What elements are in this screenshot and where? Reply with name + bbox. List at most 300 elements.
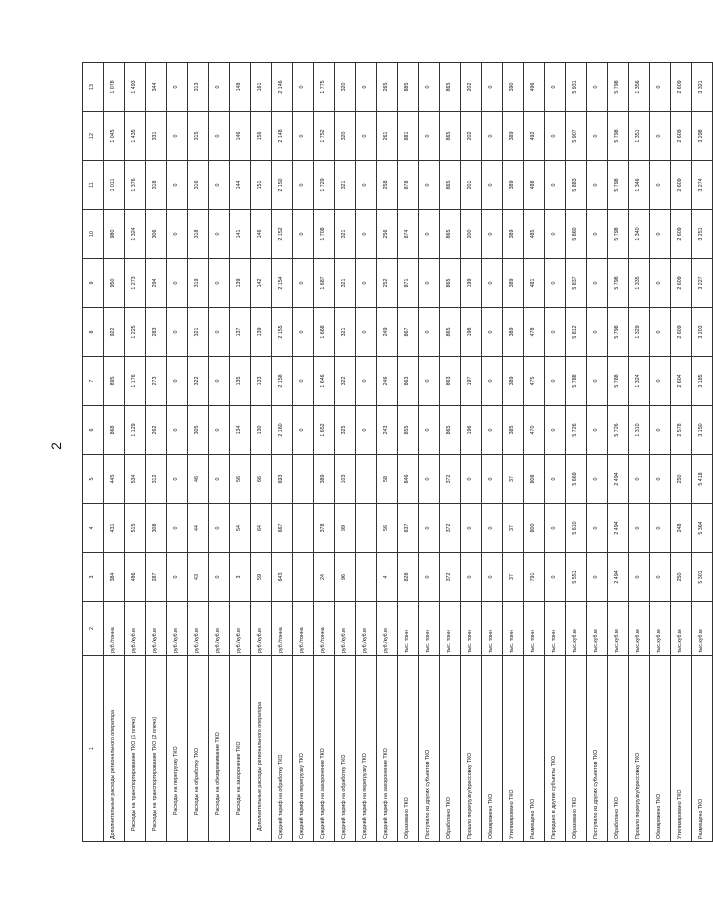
value-cell: 249 xyxy=(377,308,398,357)
value-cell: 0 xyxy=(167,259,188,308)
value-cell: 2 609 xyxy=(671,259,692,308)
value-cell: 320 xyxy=(335,63,356,112)
value-cell: 321 xyxy=(335,210,356,259)
value-cell: 2 152 xyxy=(272,210,293,259)
value-cell: 2 609 xyxy=(671,308,692,357)
value-cell: 243 xyxy=(377,406,398,455)
row-unit: руб./куб.м xyxy=(230,602,251,656)
value-cell: 1 129 xyxy=(125,406,146,455)
row-unit: тыс.куб.м xyxy=(692,602,713,656)
value-cell: 316 xyxy=(188,161,209,210)
header-cell: 9 xyxy=(83,259,104,308)
value-cell: 139 xyxy=(251,308,272,357)
row-unit: тыс. тонн xyxy=(461,602,482,656)
value-cell: 378 xyxy=(314,504,335,553)
value-cell: 3 xyxy=(230,553,251,602)
value-cell: 863 xyxy=(440,357,461,406)
value-cell: 0 xyxy=(209,161,230,210)
value-cell: 246 xyxy=(377,357,398,406)
value-cell: 287 xyxy=(146,553,167,602)
value-cell: 54 xyxy=(230,504,251,553)
value-cell: 0 xyxy=(167,504,188,553)
table-row xyxy=(293,63,314,842)
value-cell: 1 752 xyxy=(314,112,335,161)
value-cell: 44 xyxy=(188,504,209,553)
value-cell: 0 xyxy=(356,112,377,161)
value-cell: 0 xyxy=(419,455,440,504)
value-cell: 2 494 xyxy=(608,553,629,602)
value-cell: 0 xyxy=(461,553,482,602)
header-cell: 13 xyxy=(83,63,104,112)
value-cell: 1 376 xyxy=(125,161,146,210)
row-unit: руб./куб.м xyxy=(335,602,356,656)
value-cell: 0 xyxy=(482,455,503,504)
value-cell: 2 609 xyxy=(671,210,692,259)
value-cell: 895 xyxy=(104,357,125,406)
value-cell: 5 860 xyxy=(566,210,587,259)
row-unit: тыс. тонн xyxy=(482,602,503,656)
value-cell: 0 xyxy=(419,112,440,161)
value-cell: 0 xyxy=(482,63,503,112)
value-cell: 0 xyxy=(167,112,188,161)
value-cell: 5 907 xyxy=(566,112,587,161)
value-cell: 0 xyxy=(419,308,440,357)
row-label: Средний тариф на обработку ТКО xyxy=(272,656,293,842)
value-cell: 0 xyxy=(482,504,503,553)
row-label: Прошло перегрузку/прессовку ТКО xyxy=(461,656,482,842)
value-cell: 0 xyxy=(356,406,377,455)
value-cell: 1 340 xyxy=(629,210,650,259)
value-cell: 488 xyxy=(524,161,545,210)
value-cell: 321 xyxy=(335,308,356,357)
value-cell: 0 xyxy=(587,553,608,602)
value-cell: 0 xyxy=(167,455,188,504)
value-cell: 2 155 xyxy=(272,308,293,357)
value-cell: 791 xyxy=(524,553,545,602)
value-cell: 1 356 xyxy=(629,63,650,112)
row-unit: тыс. тонн xyxy=(524,602,545,656)
value-cell: 0 xyxy=(293,259,314,308)
value-cell: 5 798 xyxy=(608,112,629,161)
value-cell: 1 493 xyxy=(125,63,146,112)
value-cell: 141 xyxy=(230,210,251,259)
value-cell: 0 xyxy=(545,63,566,112)
value-cell: 390 xyxy=(503,63,524,112)
value-cell: 2 494 xyxy=(608,504,629,553)
value-cell: 0 xyxy=(545,455,566,504)
value-cell: 37 xyxy=(503,504,524,553)
value-cell: 0 xyxy=(545,112,566,161)
value-cell: 137 xyxy=(230,308,251,357)
value-cell: 384 xyxy=(104,553,125,602)
table-row xyxy=(272,63,293,842)
value-cell: 878 xyxy=(398,161,419,210)
value-cell: 156 xyxy=(251,112,272,161)
value-cell: 0 xyxy=(293,210,314,259)
value-cell xyxy=(293,455,314,504)
value-cell: 261 xyxy=(377,112,398,161)
value-cell: 130 xyxy=(251,406,272,455)
value-cell: 1 176 xyxy=(125,357,146,406)
row-unit: тыс.куб.м xyxy=(650,602,671,656)
row-unit: руб./куб.м xyxy=(251,602,272,656)
table-row xyxy=(587,63,608,842)
value-cell: 0 xyxy=(587,406,608,455)
value-cell: 3 274 xyxy=(692,161,713,210)
value-cell: 265 xyxy=(377,63,398,112)
value-cell: 470 xyxy=(524,406,545,455)
value-cell: 0 xyxy=(167,210,188,259)
value-cell: 2 150 xyxy=(272,161,293,210)
value-cell: 5 798 xyxy=(608,63,629,112)
value-cell: 486 xyxy=(125,553,146,602)
value-cell: 0 xyxy=(587,504,608,553)
rotated-table-container xyxy=(82,62,705,842)
table-row xyxy=(188,63,209,842)
value-cell: 1 652 xyxy=(314,406,335,455)
row-label: Средний тариф на перегрузку ТКО xyxy=(356,656,377,842)
value-cell: 0 xyxy=(356,357,377,406)
value-cell: 5 798 xyxy=(608,259,629,308)
value-cell: 0 xyxy=(419,161,440,210)
value-cell: 1 708 xyxy=(314,210,335,259)
value-cell: 2 154 xyxy=(272,259,293,308)
value-cell: 319 xyxy=(188,259,209,308)
value-cell: 0 xyxy=(545,161,566,210)
value-cell: 2 494 xyxy=(608,455,629,504)
value-cell: 808 xyxy=(524,455,545,504)
header-cell: 4 xyxy=(83,504,104,553)
value-cell: 871 xyxy=(398,259,419,308)
table-row xyxy=(377,63,398,842)
value-cell: 5 798 xyxy=(608,210,629,259)
value-cell: 3 227 xyxy=(692,259,713,308)
table-row xyxy=(356,63,377,842)
value-cell: 1 324 xyxy=(629,357,650,406)
value-cell: 0 xyxy=(482,308,503,357)
value-cell: 56 xyxy=(230,455,251,504)
value-cell: 0 xyxy=(167,161,188,210)
value-cell: 0 xyxy=(209,112,230,161)
value-cell: 0 xyxy=(293,357,314,406)
value-cell: 5 788 xyxy=(608,357,629,406)
row-label: Средний тариф на перегрузку ТКО xyxy=(293,656,314,842)
value-cell: 0 xyxy=(482,259,503,308)
row-label: Обезврежено ТКО xyxy=(650,656,671,842)
value-cell: 3 185 xyxy=(692,357,713,406)
row-label: Расходы на транспортирование ТКО (2 плечо) xyxy=(146,656,167,842)
value-cell: 865 xyxy=(440,259,461,308)
value-cell: 0 xyxy=(629,504,650,553)
value-cell: 5 883 xyxy=(566,161,587,210)
row-label: Расходы на обработку ТКО xyxy=(188,656,209,842)
value-cell: 2 609 xyxy=(671,112,692,161)
value-cell: 865 xyxy=(440,406,461,455)
row-label: Передано в другие субъекты ТКО xyxy=(545,656,566,842)
row-unit: руб./тонна xyxy=(293,602,314,656)
row-label: Расходы на захоронение ТКО xyxy=(230,656,251,842)
value-cell: 0 xyxy=(587,357,608,406)
row-unit: тыс. тонн xyxy=(545,602,566,656)
value-cell: 3 251 xyxy=(692,210,713,259)
value-cell: 0 xyxy=(356,161,377,210)
row-unit: руб./тонна xyxy=(314,602,335,656)
value-cell: 0 xyxy=(419,406,440,455)
value-cell: 5 798 xyxy=(608,161,629,210)
table-row xyxy=(503,63,524,842)
value-cell: 0 xyxy=(545,406,566,455)
table-row xyxy=(209,63,230,842)
row-label: Утилизировано ТКО xyxy=(671,656,692,842)
value-cell: 885 xyxy=(398,63,419,112)
value-cell: 389 xyxy=(503,161,524,210)
value-cell: 202 xyxy=(461,112,482,161)
value-cell: 0 xyxy=(419,504,440,553)
value-cell: 0 xyxy=(209,406,230,455)
header-cell: 8 xyxy=(83,308,104,357)
header-cell: 5 xyxy=(83,455,104,504)
value-cell: 133 xyxy=(251,357,272,406)
value-cell: 321 xyxy=(335,161,356,210)
row-unit: тыс. тонн xyxy=(503,602,524,656)
row-label: Обработано ТКО xyxy=(608,656,629,842)
value-cell: 950 xyxy=(104,259,125,308)
value-cell: 252 xyxy=(377,259,398,308)
value-cell: 0 xyxy=(650,406,671,455)
value-cell: 0 xyxy=(650,308,671,357)
value-cell: 313 xyxy=(188,63,209,112)
value-cell: 0 xyxy=(587,210,608,259)
row-unit: руб./куб.м xyxy=(146,602,167,656)
header-cell: 3 xyxy=(83,553,104,602)
value-cell: 1 329 xyxy=(629,308,650,357)
value-cell: 1 045 xyxy=(104,112,125,161)
value-cell: 0 xyxy=(587,112,608,161)
value-cell: 4 xyxy=(377,553,398,602)
value-cell: 0 xyxy=(650,112,671,161)
value-cell: 331 xyxy=(146,112,167,161)
page-number: 2 xyxy=(48,442,64,450)
value-cell: 5 931 xyxy=(566,63,587,112)
value-cell: 0 xyxy=(209,63,230,112)
value-cell: 867 xyxy=(398,308,419,357)
value-cell xyxy=(293,504,314,553)
value-cell: 250 xyxy=(671,553,692,602)
value-cell xyxy=(293,553,314,602)
value-cell: 5 726 xyxy=(566,406,587,455)
table-row xyxy=(524,63,545,842)
value-cell: 5 418 xyxy=(692,455,713,504)
table-row xyxy=(335,63,356,842)
value-cell: 58 xyxy=(377,455,398,504)
value-cell: 2 609 xyxy=(671,63,692,112)
value-cell: 0 xyxy=(419,63,440,112)
value-cell: 321 xyxy=(188,308,209,357)
value-cell: 0 xyxy=(356,210,377,259)
table-row xyxy=(167,63,188,842)
value-cell: 1 310 xyxy=(629,406,650,455)
value-cell: 0 xyxy=(209,455,230,504)
value-cell: 5 726 xyxy=(608,406,629,455)
value-cell: 800 xyxy=(524,504,545,553)
data-table xyxy=(82,62,713,842)
value-cell: 475 xyxy=(524,357,545,406)
value-cell: 0 xyxy=(482,112,503,161)
header-cell: 11 xyxy=(83,161,104,210)
value-cell: 865 xyxy=(440,112,461,161)
value-cell: 258 xyxy=(377,161,398,210)
value-cell: 0 xyxy=(209,504,230,553)
value-cell: 0 xyxy=(209,308,230,357)
value-cell: 0 xyxy=(650,357,671,406)
row-label: Размещено ТКО xyxy=(692,656,713,842)
row-label: Поступило из других субъектов ТКО xyxy=(419,656,440,842)
value-cell: 306 xyxy=(146,210,167,259)
value-cell: 315 xyxy=(188,112,209,161)
value-cell: 863 xyxy=(398,357,419,406)
value-cell: 2 148 xyxy=(272,112,293,161)
row-label: Поступило из других субъектов ТКО xyxy=(587,656,608,842)
value-cell: 283 xyxy=(146,308,167,357)
value-cell: 43 xyxy=(188,553,209,602)
value-cell: 643 xyxy=(272,553,293,602)
value-cell: 0 xyxy=(209,259,230,308)
value-cell: 0 xyxy=(293,308,314,357)
value-cell: 0 xyxy=(167,357,188,406)
value-cell: 865 xyxy=(440,308,461,357)
value-cell: 5 788 xyxy=(566,357,587,406)
header-cell: 1 xyxy=(83,656,104,842)
value-cell: 5 837 xyxy=(566,259,587,308)
value-cell: 865 xyxy=(440,210,461,259)
value-cell xyxy=(356,455,377,504)
value-cell xyxy=(356,553,377,602)
value-cell: 3 150 xyxy=(692,406,713,455)
table-row xyxy=(314,63,335,842)
value-cell: 1 729 xyxy=(314,161,335,210)
row-unit: тыс. тонн xyxy=(419,602,440,656)
row-label: Расходы на обезвреживание ТКО xyxy=(209,656,230,842)
value-cell: 1 078 xyxy=(104,63,125,112)
value-cell: 2 146 xyxy=(272,63,293,112)
value-cell: 1 687 xyxy=(314,259,335,308)
row-label: Прошло перегрузку/прессовку ТКО xyxy=(629,656,650,842)
value-cell: 66 xyxy=(251,455,272,504)
value-cell: 828 xyxy=(398,553,419,602)
table-row xyxy=(146,63,167,842)
value-cell: 146 xyxy=(251,210,272,259)
value-cell: 534 xyxy=(125,455,146,504)
value-cell: 1 668 xyxy=(314,308,335,357)
value-cell: 5 364 xyxy=(692,504,713,553)
row-unit: руб./тонна xyxy=(272,602,293,656)
value-cell: 0 xyxy=(587,161,608,210)
value-cell: 196 xyxy=(461,406,482,455)
value-cell: 0 xyxy=(629,455,650,504)
row-unit: тыс.куб.м xyxy=(608,602,629,656)
table-row xyxy=(104,63,125,842)
value-cell: 0 xyxy=(629,553,650,602)
table-row xyxy=(650,63,671,842)
value-cell: 0 xyxy=(167,406,188,455)
value-cell: 103 xyxy=(335,455,356,504)
value-cell: 325 xyxy=(335,406,356,455)
table-row xyxy=(608,63,629,842)
header-cell: 6 xyxy=(83,406,104,455)
value-cell: 0 xyxy=(545,553,566,602)
value-cell: 1 346 xyxy=(629,161,650,210)
value-cell: 496 xyxy=(524,63,545,112)
value-cell: 0 xyxy=(545,308,566,357)
value-cell: 431 xyxy=(104,504,125,553)
value-cell: 0 xyxy=(650,210,671,259)
value-cell: 389 xyxy=(503,112,524,161)
value-cell: 0 xyxy=(650,259,671,308)
value-cell: 37 xyxy=(503,455,524,504)
value-cell: 1 335 xyxy=(629,259,650,308)
value-cell: 0 xyxy=(545,357,566,406)
value-cell: 881 xyxy=(398,112,419,161)
value-cell: 855 xyxy=(398,406,419,455)
value-cell: 320 xyxy=(335,112,356,161)
value-cell: 318 xyxy=(188,210,209,259)
value-cell: 318 xyxy=(146,161,167,210)
table-row xyxy=(692,63,713,842)
value-cell: 1 225 xyxy=(125,308,146,357)
value-cell: 344 xyxy=(146,63,167,112)
value-cell: 3 298 xyxy=(692,112,713,161)
row-label: Средний тариф на обработку ТКО xyxy=(335,656,356,842)
table-row xyxy=(251,63,272,842)
row-unit: тыс.куб.м xyxy=(629,602,650,656)
value-cell: 0 xyxy=(419,259,440,308)
value-cell: 0 xyxy=(482,210,503,259)
value-cell: 1 435 xyxy=(125,112,146,161)
table-row xyxy=(545,63,566,842)
value-cell: 256 xyxy=(377,210,398,259)
value-cell: 96 xyxy=(335,553,356,602)
value-cell: 0 xyxy=(293,161,314,210)
table-row xyxy=(671,63,692,842)
value-cell: 1 775 xyxy=(314,63,335,112)
header-cell: 7 xyxy=(83,357,104,406)
value-cell: 667 xyxy=(272,504,293,553)
value-cell: 372 xyxy=(440,504,461,553)
value-cell: 2 578 xyxy=(671,406,692,455)
value-cell: 3 321 xyxy=(692,63,713,112)
value-cell: 37 xyxy=(503,553,524,602)
value-cell: 865 xyxy=(440,63,461,112)
value-cell: 139 xyxy=(230,259,251,308)
value-cell: 980 xyxy=(104,210,125,259)
value-cell xyxy=(356,504,377,553)
row-label: Дополнительные расходы регионального оператора xyxy=(251,656,272,842)
row-label: Расходы на транспортирование ТКО (1 плечо) xyxy=(125,656,146,842)
value-cell: 308 xyxy=(146,504,167,553)
value-cell: 0 xyxy=(482,406,503,455)
value-cell: 5 551 xyxy=(566,553,587,602)
value-cell: 874 xyxy=(398,210,419,259)
value-cell: 0 xyxy=(650,161,671,210)
value-cell: 5 798 xyxy=(608,308,629,357)
value-cell: 2 604 xyxy=(671,357,692,406)
value-cell: 0 xyxy=(167,553,188,602)
value-cell: 0 xyxy=(461,504,482,553)
table-row xyxy=(440,63,461,842)
row-label: Размещено ТКО xyxy=(524,656,545,842)
value-cell: 0 xyxy=(482,553,503,602)
table-row xyxy=(629,63,650,842)
